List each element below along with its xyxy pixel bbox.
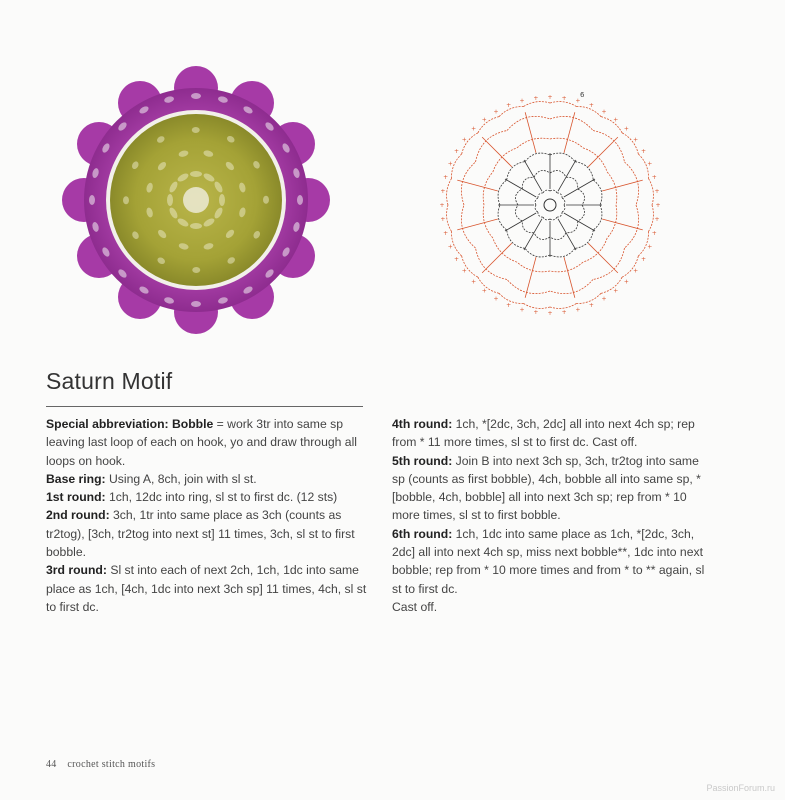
instruction-paragraph — [46, 561, 370, 616]
svg-text:+: + — [613, 116, 619, 124]
svg-text:+: + — [647, 243, 653, 251]
instruction-paragraph — [46, 506, 370, 561]
svg-text:+: + — [654, 216, 660, 224]
svg-text:+: + — [471, 125, 477, 133]
page-footer — [46, 759, 155, 770]
instruction-label: 4th round: — [392, 417, 453, 431]
svg-text:+: + — [641, 148, 647, 155]
instructions-left-column — [46, 415, 370, 616]
instruction-text: 1ch, *[2dc, 3ch, 2dc] all into next 4ch sp; rep from * 11 more times, sl st to first dc. Cast off. — [392, 417, 695, 450]
svg-text:+: + — [461, 267, 467, 275]
svg-text:+: + — [647, 160, 653, 168]
instruction-label: 6th round: — [392, 526, 453, 541]
instruction-label: 5th round: — [392, 453, 453, 468]
chart-round-label: 6 — [580, 91, 585, 99]
svg-text:+: + — [641, 256, 647, 263]
svg-text:+: + — [453, 256, 459, 263]
svg-text:+: + — [506, 301, 512, 309]
svg-text:+: + — [588, 102, 594, 110]
svg-text:+: + — [613, 287, 619, 295]
svg-text:+: + — [519, 97, 525, 105]
svg-text:+: + — [588, 301, 594, 309]
watermark: PassionForum.ru — [706, 783, 775, 793]
page-number: 44 — [46, 759, 57, 770]
svg-text:+: + — [633, 267, 639, 275]
svg-text:+: + — [493, 295, 499, 303]
svg-text:+: + — [440, 187, 446, 195]
instructions-right-column — [392, 415, 714, 616]
instruction-paragraph — [392, 415, 714, 452]
svg-text:+: + — [655, 202, 661, 209]
svg-text:+: + — [547, 94, 553, 101]
instruction-label: Base ring: — [46, 471, 106, 486]
instruction-label: 2nd round: — [46, 508, 110, 523]
svg-text:+: + — [443, 229, 449, 237]
instruction-text: 1ch, 12dc into ring, sl st to first dc. (12 sts) — [105, 490, 338, 505]
svg-text:+: + — [506, 102, 512, 110]
instruction-text: Join B into next 3ch sp, 3ch, tr2tog into same sp (counts as first bobble), 4ch, bobble all into same sp, *[bobble, 4ch, bobble] all into next 3ch sp; rep from * 10 more times, sl st to first bobble. — [392, 453, 701, 523]
instruction-text: Sl st into each of next 2ch, 1ch, 1dc into same place as 1ch, [4ch, 1dc into next 3ch sp] 11 times, 4ch, sl st to first dc. — [46, 563, 367, 614]
svg-text:+: + — [633, 136, 639, 144]
svg-text:+: + — [601, 108, 607, 116]
svg-text:+: + — [533, 94, 539, 102]
svg-text:+: + — [481, 287, 487, 295]
svg-text:+: + — [453, 148, 459, 155]
svg-text:+: + — [561, 94, 567, 102]
svg-text:+: + — [440, 216, 446, 224]
instruction-paragraph — [392, 452, 714, 525]
svg-text:+: + — [519, 306, 525, 314]
crochet-chart-diagram — [430, 85, 670, 325]
instruction-text: = work 3tr into same sp leaving last loop of each on hook, yo and draw through all loops on hook. — [46, 417, 357, 468]
instruction-text: Using A, 8ch, join with sl st. — [105, 471, 257, 486]
instruction-text: Cast off. — [392, 599, 438, 614]
instruction-text: 3ch, 1tr into same place as 3ch (counts as tr2tog), [3ch, tr2tog into next st] 11 times, 3ch, sl st to first bobble. — [46, 508, 355, 560]
svg-text:+: + — [601, 295, 607, 303]
book-title: crochet stitch motifs — [67, 759, 156, 770]
svg-text:+: + — [623, 278, 629, 286]
svg-text:+: + — [651, 174, 657, 182]
svg-text:+: + — [654, 187, 660, 195]
motif-photo — [62, 66, 330, 334]
svg-text:+: + — [533, 309, 539, 317]
title-divider — [46, 406, 363, 407]
svg-text:+: + — [471, 278, 477, 286]
svg-text:+: + — [447, 243, 453, 251]
svg-text:+: + — [461, 136, 467, 144]
instruction-label: Special abbreviation: Bobble — [46, 417, 214, 431]
instruction-paragraph — [46, 470, 370, 488]
instruction-paragraph — [46, 415, 370, 470]
instruction-paragraph — [392, 525, 714, 598]
instruction-label: 1st round: — [46, 490, 106, 505]
svg-text:+: + — [493, 108, 499, 116]
instruction-paragraph — [392, 598, 714, 616]
svg-text:+: + — [481, 116, 487, 124]
pattern-title: Saturn Motif — [46, 368, 173, 394]
svg-text:+: + — [447, 160, 453, 168]
svg-text:+: + — [575, 97, 581, 105]
svg-text:+: + — [547, 310, 553, 317]
instruction-label: 3rd round: — [46, 563, 107, 578]
svg-text:+: + — [443, 174, 449, 182]
svg-text:+: + — [623, 125, 629, 133]
instruction-paragraph — [46, 488, 370, 506]
svg-text:+: + — [561, 309, 567, 317]
svg-text:+: + — [651, 229, 657, 237]
svg-text:+: + — [439, 202, 445, 209]
svg-text:+: + — [575, 306, 581, 314]
instruction-text: 1ch, 1dc into same place as 1ch, *[2dc, 3ch, 2dc] all into next 4ch sp, miss next bobble**, 1dc into next bobble; rep from * 10 more times and from * to ** again, sl st to first dc. — [392, 526, 705, 596]
